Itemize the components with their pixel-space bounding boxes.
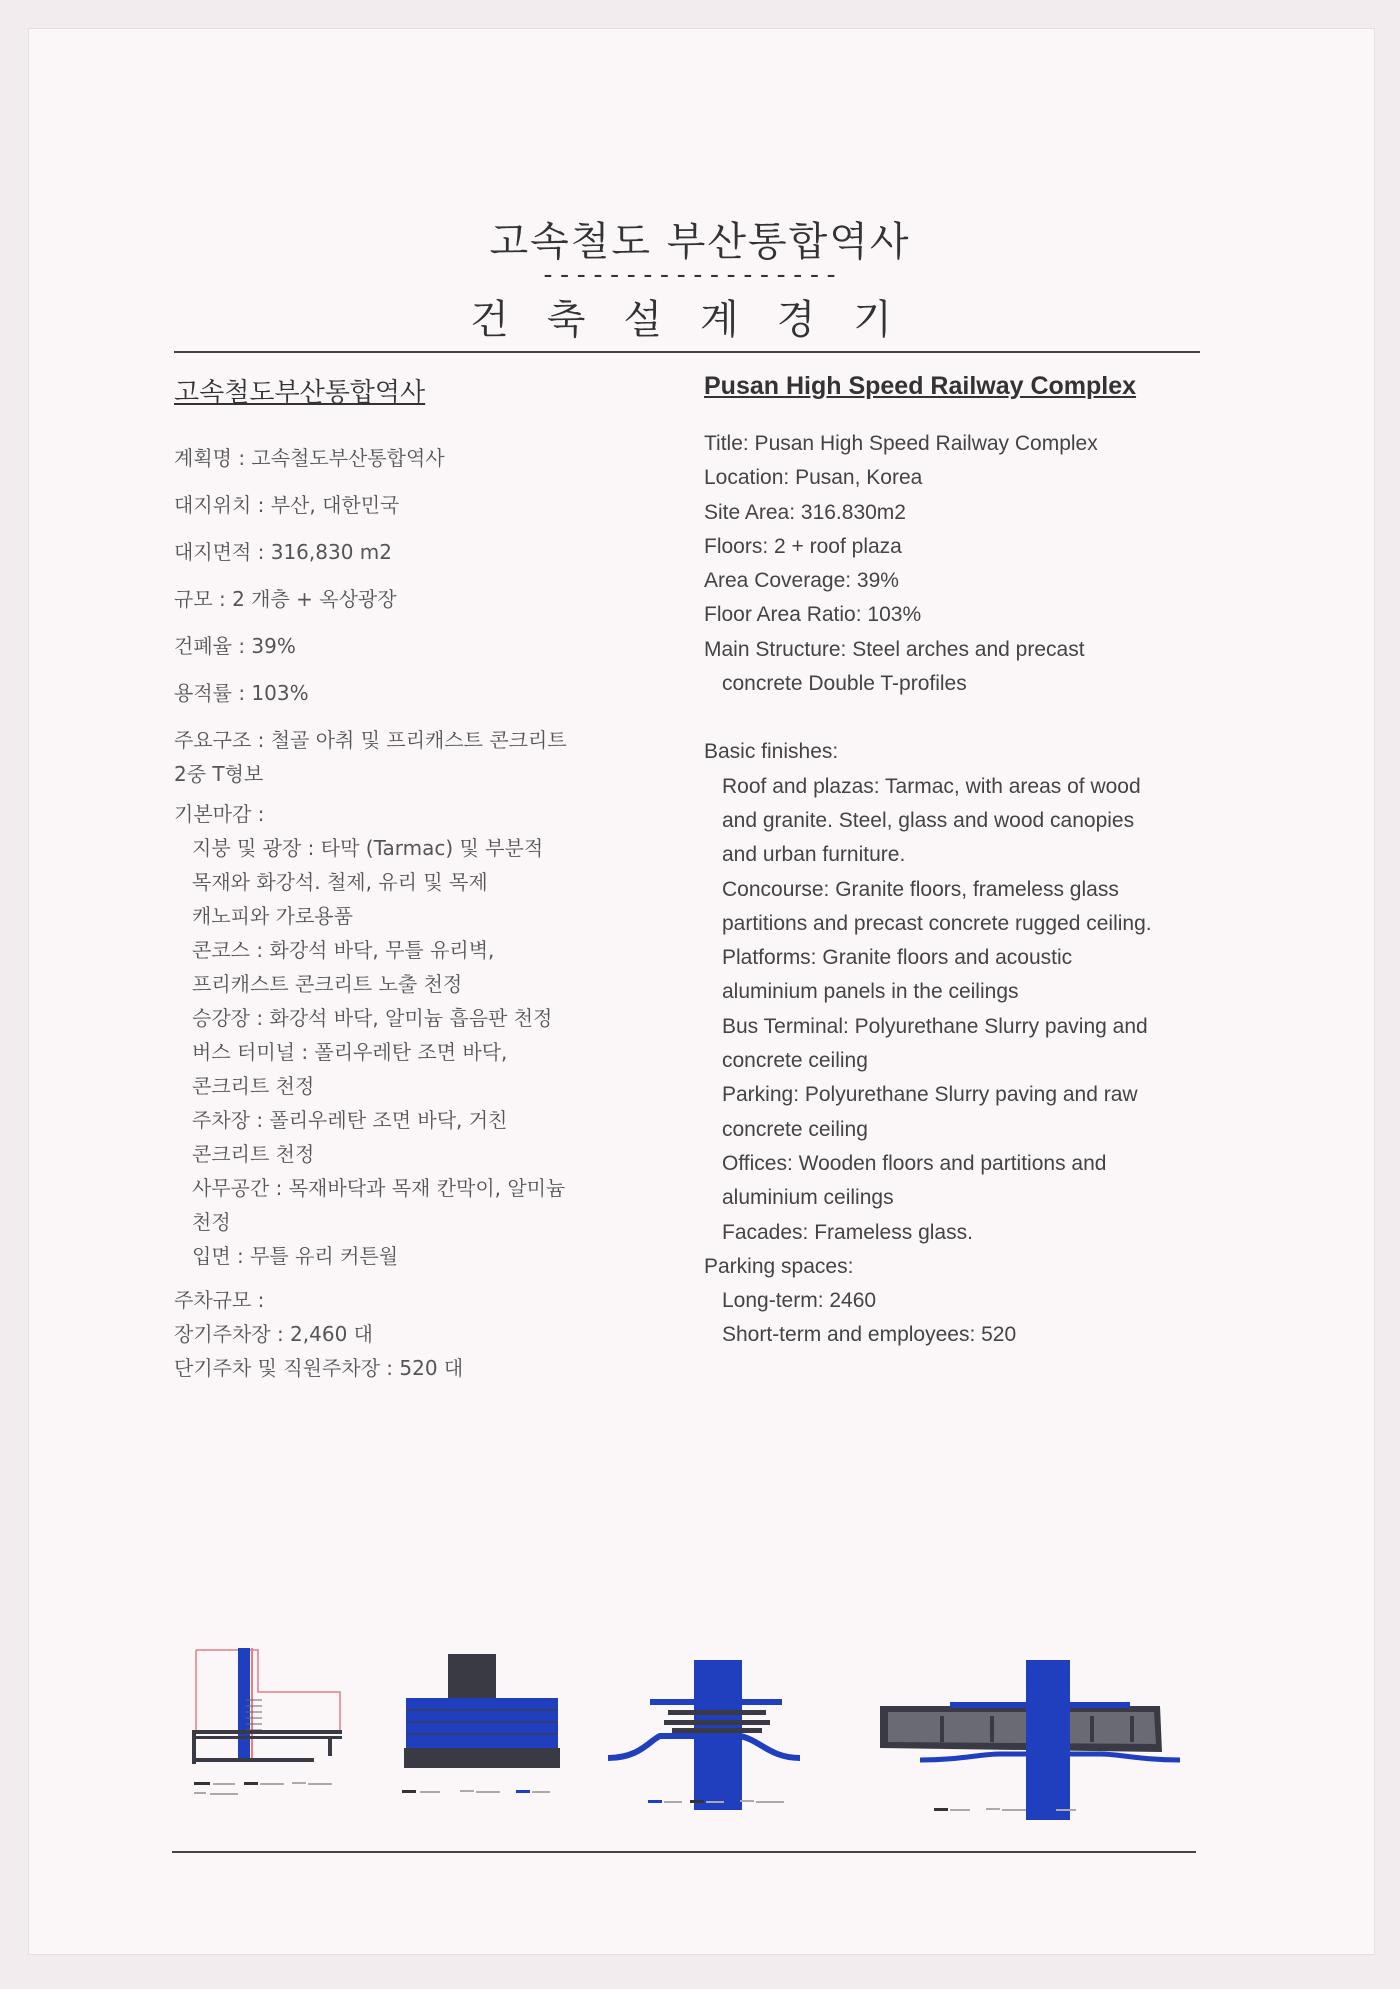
english-finish-line: Offices: Wooden floors and partitions and: [722, 1151, 1107, 1175]
english-finish-line: and granite. Steel, glass and wood canopies: [722, 808, 1135, 832]
korean-finishes-title: 기본마감 :: [174, 802, 265, 826]
english-line: Floors: 2 + roof plaza: [704, 534, 902, 558]
korean-finish-line: 사무공간 : 목재바닥과 목재 칸막이, 알미늄: [192, 1176, 566, 1200]
drawing-legends: [194, 1782, 1076, 1811]
korean-finish-line: 목재와 화강석. 철제, 유리 및 목제: [192, 870, 488, 894]
korean-finish-line: 콘코스 : 화강석 바닥, 무틀 유리벽,: [192, 938, 495, 962]
english-finish-line: Parking: Polyurethane Slurry paving and raw: [722, 1083, 1138, 1107]
korean-finish-line: 프리캐스트 콘크리트 노출 천정: [192, 972, 463, 996]
korean-structure-line: 2중 T형보: [174, 762, 264, 786]
section-drawing-3: [608, 1660, 800, 1810]
korean-finish-line: 캐노피와 가로용품: [192, 904, 353, 928]
korean-finish-line: 콘크리트 천정: [192, 1142, 315, 1166]
competition-subtitle: 건축설계경기: [470, 297, 930, 343]
korean-line: 대지위치 : 부산, 대한민국: [174, 493, 400, 517]
korean-structure-line: 주요구조 : 철골 아취 및 프리캐스트 콘크리트: [174, 728, 567, 752]
english-finish-line: Facades: Frameless glass.: [722, 1220, 973, 1244]
header-rule: [174, 351, 1200, 353]
korean-line: 규모 : 2 개층 + 옥상광장: [174, 587, 397, 611]
english-heading: Pusan High Speed Railway Complex: [704, 372, 1137, 400]
english-parking-title: Parking spaces:: [704, 1254, 854, 1278]
section-drawings: [0, 1640, 1400, 1820]
korean-finish-line: 콘크리트 천정: [192, 1074, 315, 1098]
korean-finish-line: 승강장 : 화강석 바닥, 알미늄 흡음판 천정: [192, 1006, 553, 1030]
english-finish-line: Concourse: Granite floors, frameless glass: [722, 877, 1119, 901]
english-line: Main Structure: Steel arches and precast: [704, 637, 1085, 661]
korean-column: [174, 372, 694, 1385]
korean-finish-line: 주차장 : 폴리우레탄 조면 바닥, 거친: [192, 1108, 508, 1132]
english-structure-cont: concrete Double T-profiles: [722, 672, 967, 696]
section-drawing-2: [404, 1654, 560, 1768]
english-finish-line: aluminium panels in the ceilings: [722, 980, 1019, 1004]
english-column: [704, 372, 1224, 1353]
english-line: Location: Pusan, Korea: [704, 466, 923, 490]
english-finish-line: partitions and precast concrete rugged ceiling.: [722, 911, 1152, 935]
competition-title: 고속철도 부산통합역사: [489, 219, 911, 265]
korean-line: 건폐율 : 39%: [174, 634, 296, 658]
english-finish-line: Roof and plazas: Tarmac, with areas of wood: [722, 774, 1141, 798]
english-finish-line: Bus Terminal: Polyurethane Slurry paving and: [722, 1014, 1148, 1038]
korean-finish-line: 버스 터미널 : 폴리우레탄 조면 바닥,: [192, 1040, 508, 1064]
english-parking-line: Long-term: 2460: [722, 1289, 877, 1313]
korean-parking-line: 장기주차장 : 2,460 대: [174, 1322, 373, 1346]
footer-rule: [172, 1851, 1196, 1853]
korean-finish-line: 천정: [192, 1210, 231, 1234]
english-finish-line: Platforms: Granite floors and acoustic: [722, 946, 1073, 970]
korean-line: 계획명 : 고속철도부산통합역사: [174, 446, 445, 470]
section-drawing-1: [192, 1648, 342, 1764]
section-drawing-4: [880, 1660, 1180, 1820]
english-line: Title: Pusan High Speed Railway Complex: [704, 432, 1098, 455]
english-finish-line: concrete ceiling: [722, 1049, 868, 1073]
english-finish-line: concrete ceiling: [722, 1117, 868, 1141]
title-dashed-divider: ------------------: [540, 260, 840, 290]
korean-parking-line: 단기주차 및 직원주차장 : 520 대: [174, 1356, 464, 1380]
korean-heading: 고속철도부산통합역사: [174, 378, 426, 408]
english-line: Floor Area Ratio: 103%: [704, 603, 922, 627]
english-line: Site Area: 316.830m2: [704, 500, 906, 524]
korean-parking-title: 주차규모 :: [174, 1288, 265, 1312]
english-line: Area Coverage: 39%: [704, 569, 899, 593]
english-finish-line: aluminium ceilings: [722, 1186, 894, 1210]
korean-line: 용적률 : 103%: [174, 681, 309, 705]
english-parking-line: Short-term and employees: 520: [722, 1323, 1017, 1347]
korean-line: 대지면적 : 316,830 m2: [174, 540, 393, 564]
english-finish-line: and urban furniture.: [722, 843, 906, 867]
korean-finish-line: 지붕 및 광장 : 타막 (Tarmac) 및 부분적: [192, 836, 544, 860]
korean-finish-line: 입면 : 무틀 유리 커튼월: [192, 1244, 399, 1268]
english-finishes-title: Basic finishes:: [704, 740, 839, 764]
